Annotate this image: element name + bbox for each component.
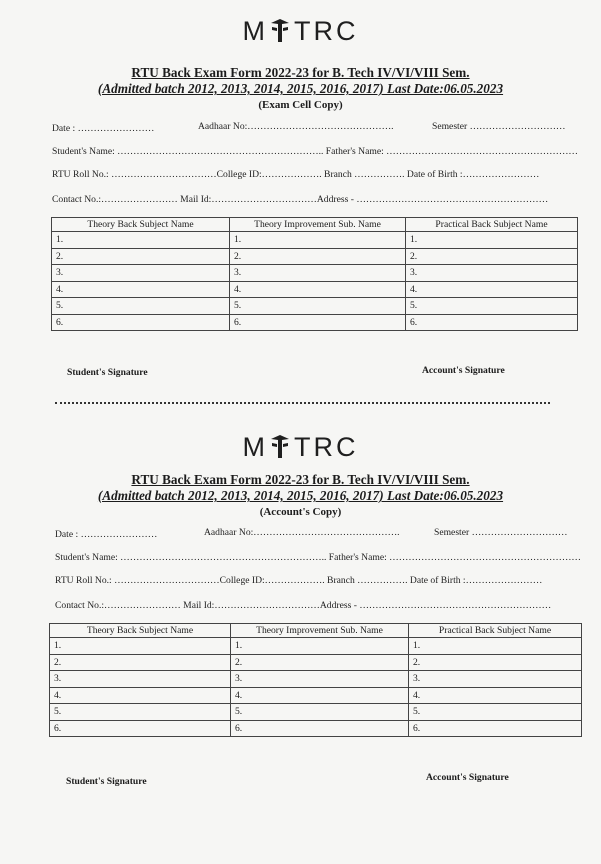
table-row: 2. 2. 2. <box>50 654 582 671</box>
date-field: Date : …………………… <box>52 123 155 134</box>
contact-field: Contact No.:…………………… Mail Id:……………………………Address - …………………………………………………… <box>55 600 552 611</box>
cut-line <box>55 402 550 404</box>
column-header: Theory Back Subject Name <box>52 218 230 232</box>
table-row: 5. 5. 5. <box>50 704 582 721</box>
copy-label: (Account's Copy) <box>259 506 342 518</box>
copy-label: (Exam Cell Copy) <box>258 99 343 111</box>
date-field: Date : …………………… <box>55 529 158 540</box>
table-row: 3. 3. 3. <box>52 265 578 282</box>
account-signature-label: Account's Signature <box>426 772 509 783</box>
semester-field: Semester ………………………… <box>434 527 568 538</box>
tower-emblem-icon <box>269 433 291 459</box>
account-signature-label: Account's Signature <box>422 365 505 376</box>
student-name-field: Student's Name: ……………………………………………………….. Father's Name: …………………………………………………… <box>55 552 582 563</box>
table-row: 1. 1. 1. <box>52 232 578 249</box>
institute-logo: M TRC <box>242 16 359 46</box>
column-header: Theory Improvement Sub. Name <box>230 218 406 232</box>
subject-table <box>49 623 582 737</box>
column-header: Theory Improvement Sub. Name <box>231 624 409 638</box>
table-row: 4. 4. 4. <box>50 687 582 704</box>
semester-field: Semester ………………………… <box>432 121 566 132</box>
contact-field: Contact No.:…………………… Mail Id:……………………………Address - …………………………………………………… <box>52 194 549 205</box>
aadhaar-field: Aadhaar No:………………………………………. <box>204 527 400 538</box>
column-header: Theory Back Subject Name <box>50 624 231 638</box>
column-header: Practical Back Subject Name <box>406 218 578 232</box>
tower-emblem-icon <box>269 17 291 43</box>
table-row: 6. 6. 6. <box>52 314 578 331</box>
roll-no-field: RTU Roll No.: ……………………………College ID:………………. Branch ……………. Date of Birth :…………………… <box>52 169 540 180</box>
form-title: RTU Back Exam Form 2022-23 for B. Tech IV/VI/VIII Sem. <box>131 472 470 487</box>
table-header-row <box>50 624 582 638</box>
student-signature-label: Student's Signature <box>67 367 148 378</box>
institute-logo: M TRC <box>242 432 359 462</box>
table-row: 1. 1. 1. <box>50 638 582 655</box>
student-name-field: Student's Name: ……………………………………………………….. Father's Name: …………………………………………………… <box>52 146 579 157</box>
table-row: 3. 3. 3. <box>50 671 582 688</box>
table-row: 2. 2. 2. <box>52 248 578 265</box>
table-row: 5. 5. 5. <box>52 298 578 315</box>
form-title: RTU Back Exam Form 2022-23 for B. Tech IV/VI/VIII Sem. <box>131 65 470 80</box>
table-header-row <box>52 218 578 232</box>
table-row: 4. 4. 4. <box>52 281 578 298</box>
aadhaar-field: Aadhaar No:………………………………………. <box>198 121 394 132</box>
table-row: 6. 6. 6. <box>50 720 582 737</box>
student-signature-label: Student's Signature <box>66 776 147 787</box>
subject-table <box>51 217 578 331</box>
roll-no-field: RTU Roll No.: ……………………………College ID:………………. Branch ……………. Date of Birth :…………………… <box>55 575 543 586</box>
column-header: Practical Back Subject Name <box>409 624 582 638</box>
form-subtitle: (Admitted batch 2012, 2013, 2014, 2015, 2016, 2017) Last Date:06.05.2023 <box>97 488 504 503</box>
form-subtitle: (Admitted batch 2012, 2013, 2014, 2015, 2016, 2017) Last Date:06.05.2023 <box>97 81 504 96</box>
